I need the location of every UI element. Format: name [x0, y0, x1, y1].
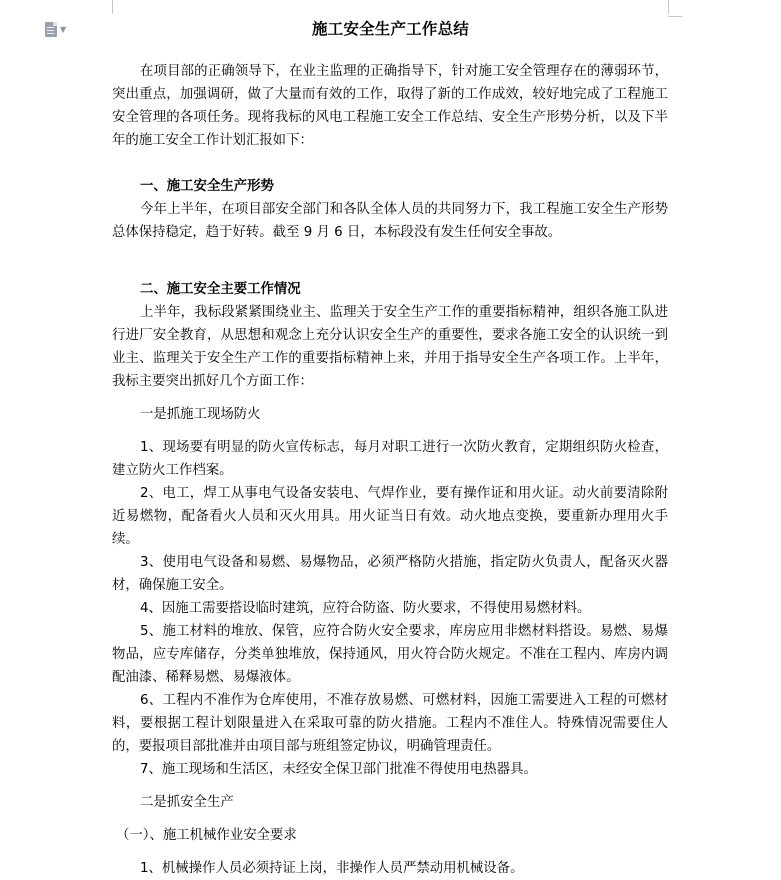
section-1-text: 今年上半年，在项目部安全部门和各队全体人员的共同努力下，我工程施工安全生产形势总体保持稳定，趋于好转。截至 9 月 6 日，本标段没有发生任何安全事故。	[112, 202, 668, 240]
list-item: 2、电工，焊工从事电气设备安装电、气焊作业，要有操作证和用火证。动火前要清除附近易燃物，配备看火人员和灭火用具。用火证当日有效。动火地点变换，要重新办理用火手续。	[112, 486, 668, 547]
list-item: 3、使用电气设备和易燃、易爆物品，必须严格防火措施，指定防火负责人，配备灭火器材，确保施工安全。	[112, 555, 668, 593]
page-title: 施工安全生产工作总结	[311, 20, 469, 38]
margin-corner-left	[112, 0, 113, 14]
subheading-safety-production: 二是抓安全生产	[140, 795, 234, 810]
section-2-text: 上半年，我标段紧紧围绕业主、监理关于安全生产工作的重要指标精神，组织各施工队进行进厂安全教育，从思想和观念上充分认识安全生产的重要性，要求各施工安全的认识统一到业主、监理关于安全生产工作的重要指标精神上来，并用于指导安全生产各项工作。上半年，我标主要突出抓好几个方面工作：	[112, 305, 668, 389]
subheading-machinery-requirements: （一）、施工机械作业安全要求	[116, 828, 297, 843]
chevron-down-icon: ▼	[60, 24, 67, 34]
list-item: 7、施工现场和生活区，未经安全保卫部门批准不得使用电热器具。	[140, 762, 537, 777]
list-item: 1、现场要有明显的防火宣传标志，每月对职工进行一次防火教育，定期组织防火检查，建立防火工作档案。	[112, 440, 668, 478]
section-2-heading: 二、施工安全主要工作情况	[140, 282, 301, 297]
list-item: 6、工程内不准作为仓库使用，不准存放易燃、可燃材料，因施工需要进入工程的可燃材料，要根据工程计划限量进入在采取可靠的防火措施。工程内不准住人。特殊情况需要住人的，要报项目部批准并由项目部与班组签定协议，明确管理责任。	[112, 693, 668, 754]
section-1-heading: 一、施工安全生产形势	[140, 179, 274, 194]
list-item: 5、施工材料的堆放、保管，应符合防火安全要求，库房应用非燃材料搭设。易燃、易爆物品，应专库储存，分类单独堆放，保持通风，用火符合防火规定。不准在工程内、库房内调配油漆、稀释易燃、易爆液体。	[112, 624, 668, 685]
subheading-fire-prevention: 一是抓施工现场防火	[140, 407, 261, 422]
intro-paragraph: 在项目部的正确领导下，在业主监理的正确指导下，针对施工安全管理存在的薄弱环节，突出重点，加强调研，做了大量而有效的工作，取得了新的工作成效，较好地完成了工程施工安全管理的各项任务。现将我标的风电工程施工安全工作总结、安全生产形势分析，以及下半年的施工安全工作计划汇报如下：	[112, 64, 668, 148]
partial-text-line: 1、机械操作人员必须持证上岗，非操作人员严禁动用机械设备。	[140, 861, 524, 876]
margin-corner-right	[668, 0, 669, 14]
document-body	[112, 60, 668, 880]
list-item: 4、因施工需要搭设临时建筑，应符合防盗、防火要求，不得使用易燃材料。	[140, 601, 591, 616]
